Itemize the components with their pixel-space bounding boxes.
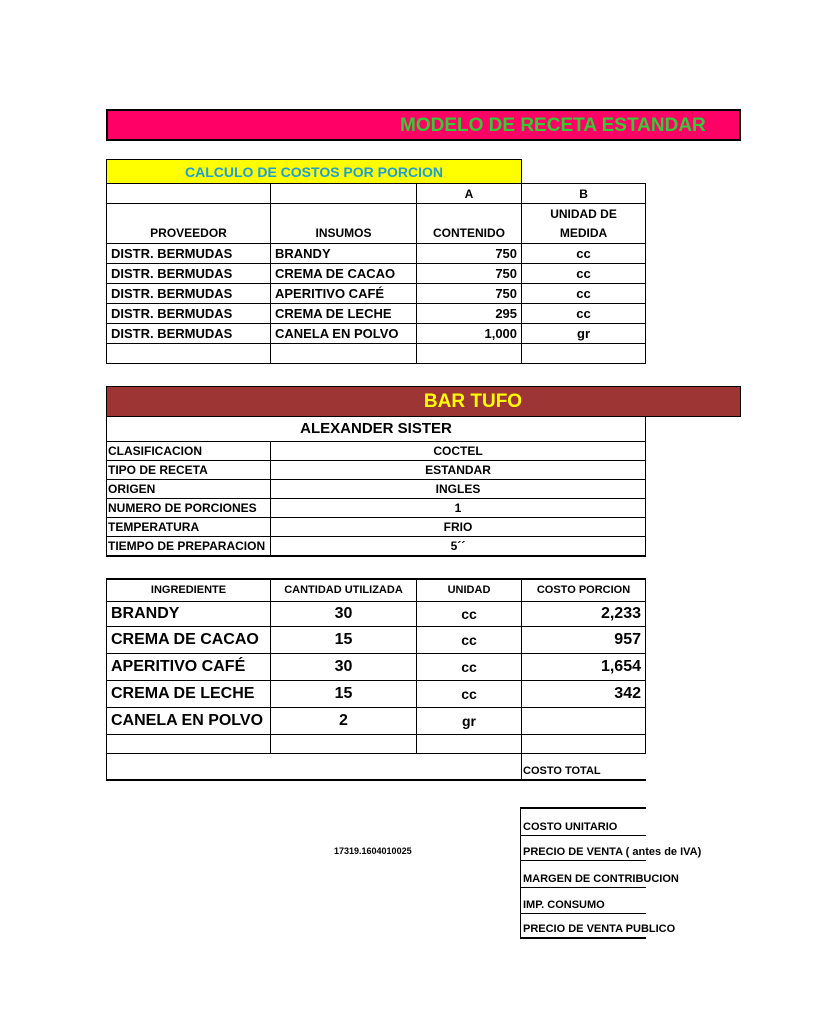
header-cantidad: CANTIDAD UTILIZADA [271,579,417,601]
table-row: DISTR. BERMUDAS CREMA DE CACAO 750 cc [107,264,646,284]
cost-table [106,159,646,364]
prop-row: TIPO DE RECETA ESTANDAR [107,460,646,479]
col-a-label: A [417,184,522,204]
header-unidad-line2: MEDIDA [559,225,608,240]
title-banner [106,109,741,141]
calc-number: 17319.1604010025 [334,846,412,856]
table-row: DISTR. BERMUDAS CANELA EN POLVO 1,000 gr [107,324,646,344]
summary-row: COSTO UNITARIO [521,808,646,835]
header-proveedor: PROVEEDOR [107,204,271,244]
recipe-name: ALEXANDER SISTER [107,417,646,441]
header-contenido: CONTENIDO [417,204,522,244]
prop-row: ORIGEN INGLES [107,479,646,498]
summary-row: MARGEN DE CONTRIBUCION [521,860,646,887]
table-row: DISTR. BERMUDAS BRANDY 750 cc [107,244,646,264]
ingredient-row: CREMA DE CACAO 15 cc 957 [107,626,646,653]
prop-row: CLASIFICACION COCTEL [107,441,646,460]
header-unidad-medida [522,204,646,244]
prop-row: TIEMPO DE PREPARACION 5´´ [107,536,646,556]
costo-total-label: COSTO TOTAL [522,753,646,780]
bar-title: BAR TUFO [423,391,523,412]
table-row: DISTR. BERMUDAS APERITIVO CAFÉ 750 cc [107,284,646,304]
ingredients-table [106,578,646,781]
ingredient-row-empty [107,734,646,753]
header-unidad: UNIDAD [417,579,522,601]
bar-banner [106,386,741,417]
prop-row: NUMERO DE PORCIONES 1 [107,498,646,517]
ingredient-row: APERITIVO CAFÉ 30 cc 1,654 [107,653,646,680]
header-unidad-line1: UNIDAD DE [550,206,617,221]
header-costo-porcion: COSTO PORCION [522,579,646,601]
table-row-empty [107,344,646,364]
summary-row: PRECIO DE VENTA ( antes de IVA) [521,835,646,860]
col-b-label: B [522,184,646,204]
prop-row: TEMPERATURA FRIO [107,517,646,536]
cost-table-title: CALCULO DE COSTOS POR PORCION [107,160,522,184]
summary-table [520,807,702,939]
summary-row: PRECIO DE VENTA PUBLICO [521,913,646,938]
ingredient-row: BRANDY 30 cc 2,233 [107,601,646,626]
total-row [107,753,646,780]
table-row: DISTR. BERMUDAS CREMA DE LECHE 295 cc [107,304,646,324]
recipe-props-table [106,417,646,557]
header-ingrediente: INGREDIENTE [107,579,271,601]
ingredient-row: CREMA DE LECHE 15 cc 342 [107,680,646,707]
summary-row: IMP. CONSUMO [521,887,646,913]
header-insumos: INSUMOS [271,204,417,244]
page-title: MODELO DE RECETA ESTANDAR [400,115,706,136]
ingredient-row: CANELA EN POLVO 2 gr [107,707,646,734]
